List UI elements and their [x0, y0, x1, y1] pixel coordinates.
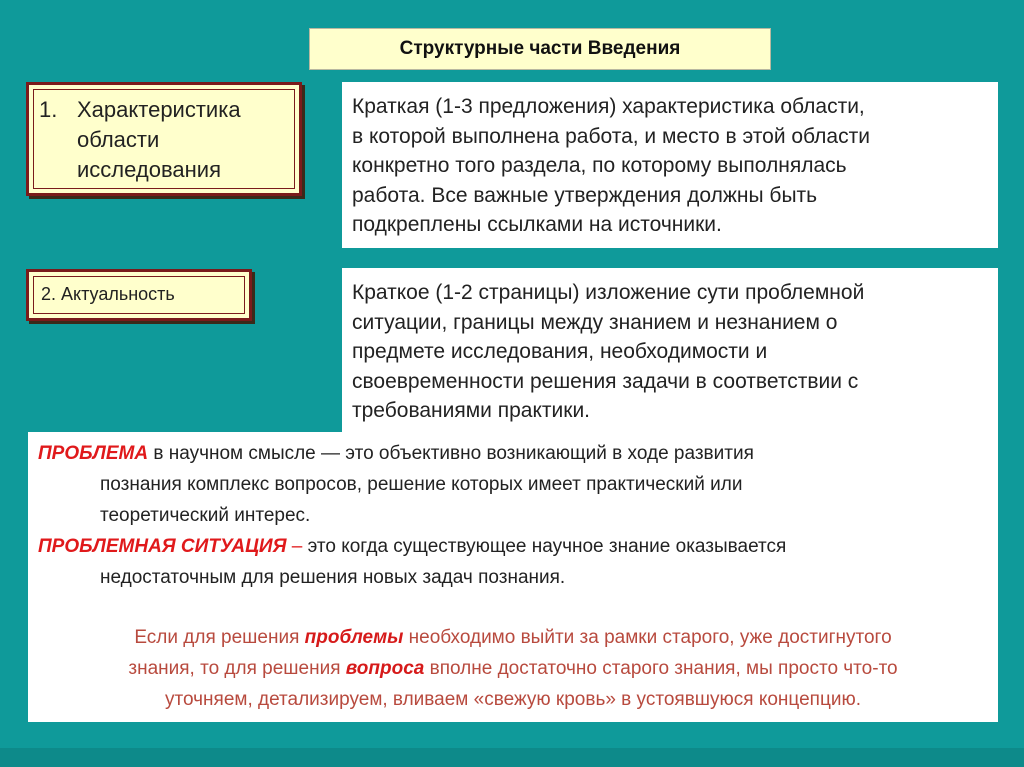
- note-line1-c: необходимо выйти за рамки старого, уже достигнутого: [403, 627, 892, 648]
- bottom-band: [0, 748, 1024, 767]
- section1-description-line: подкреплены ссылками на источники.: [352, 213, 722, 236]
- problem-line3: теоретический интерес.: [100, 505, 311, 526]
- problem-vs-question-note: [28, 622, 998, 715]
- situation-line1: это когда существующее научное знание оказывается: [302, 536, 787, 557]
- situation-dash: –: [286, 536, 303, 557]
- note-term-problem: проблемы: [304, 627, 404, 648]
- section1-description: [352, 92, 992, 240]
- section2-description-line: ситуации, границы между знанием и незнанием о: [352, 310, 838, 334]
- slide-title-text: Структурные части Введения: [399, 38, 681, 59]
- problem-line1: в научном смысле — это объективно возникающий в ходе развития: [148, 443, 754, 464]
- situation-definition: [38, 531, 938, 593]
- section1-description-line: Краткая (1-3 предложения) характеристика области,: [352, 95, 865, 118]
- section2-description-line: требованиями практики.: [352, 399, 591, 422]
- section1-number: 1.: [39, 97, 58, 122]
- note-line1-a: Если для решения: [134, 627, 305, 648]
- section2-label-box: [26, 269, 252, 321]
- section2-description-box: [342, 268, 998, 434]
- note-line2-c: вполне достаточно старого знания, мы просто что-то: [424, 658, 898, 679]
- problem-definition: [38, 438, 938, 531]
- slide-title: [309, 28, 771, 70]
- section1-description-line: работа. Все важные утверждения должны быть: [352, 183, 818, 207]
- situation-term: ПРОБЛЕМНАЯ СИТУАЦИЯ: [38, 536, 287, 557]
- section2-description: [352, 278, 992, 426]
- section2-description-line: предмете исследования, необходимости и: [352, 340, 768, 363]
- situation-line2: недостаточным для решения новых задач познания.: [100, 567, 566, 588]
- section1-label-line: Характеристика: [77, 97, 241, 122]
- problem-term: ПРОБЛЕМА: [38, 443, 149, 464]
- section1-description-line: в которой выполнена работа, и место в этой области: [352, 124, 870, 148]
- section1-description-box: [342, 82, 998, 248]
- section1-label-line: исследования: [77, 157, 221, 182]
- note-line1: [28, 622, 998, 653]
- problem-line2: познания комплекс вопросов, решение которых имеет практический или: [100, 474, 743, 495]
- note-line2: [28, 653, 998, 684]
- note-term-question: вопроса: [345, 658, 425, 679]
- definitions-box: [28, 432, 998, 722]
- note-line3: уточняем, детализируем, вливаем «свежую кровь» в устоявшуюся концепцию.: [165, 689, 861, 710]
- section1-label-line: области: [77, 127, 160, 152]
- section1-label-row: [39, 95, 241, 185]
- section2-description-line: своевременности решения задачи в соответствии с: [352, 369, 859, 393]
- section1-label-lines: [77, 95, 241, 185]
- section2-description-line: Краткое (1-2 страницы) изложение сути проблемной: [352, 281, 865, 304]
- section2-label: 2. Актуальность: [41, 284, 175, 304]
- section1-label-box: [26, 82, 302, 196]
- section1-description-line: конкретно того раздела, по которому выполнялась: [352, 154, 847, 177]
- note-line2-a: знания, то для решения: [128, 658, 346, 679]
